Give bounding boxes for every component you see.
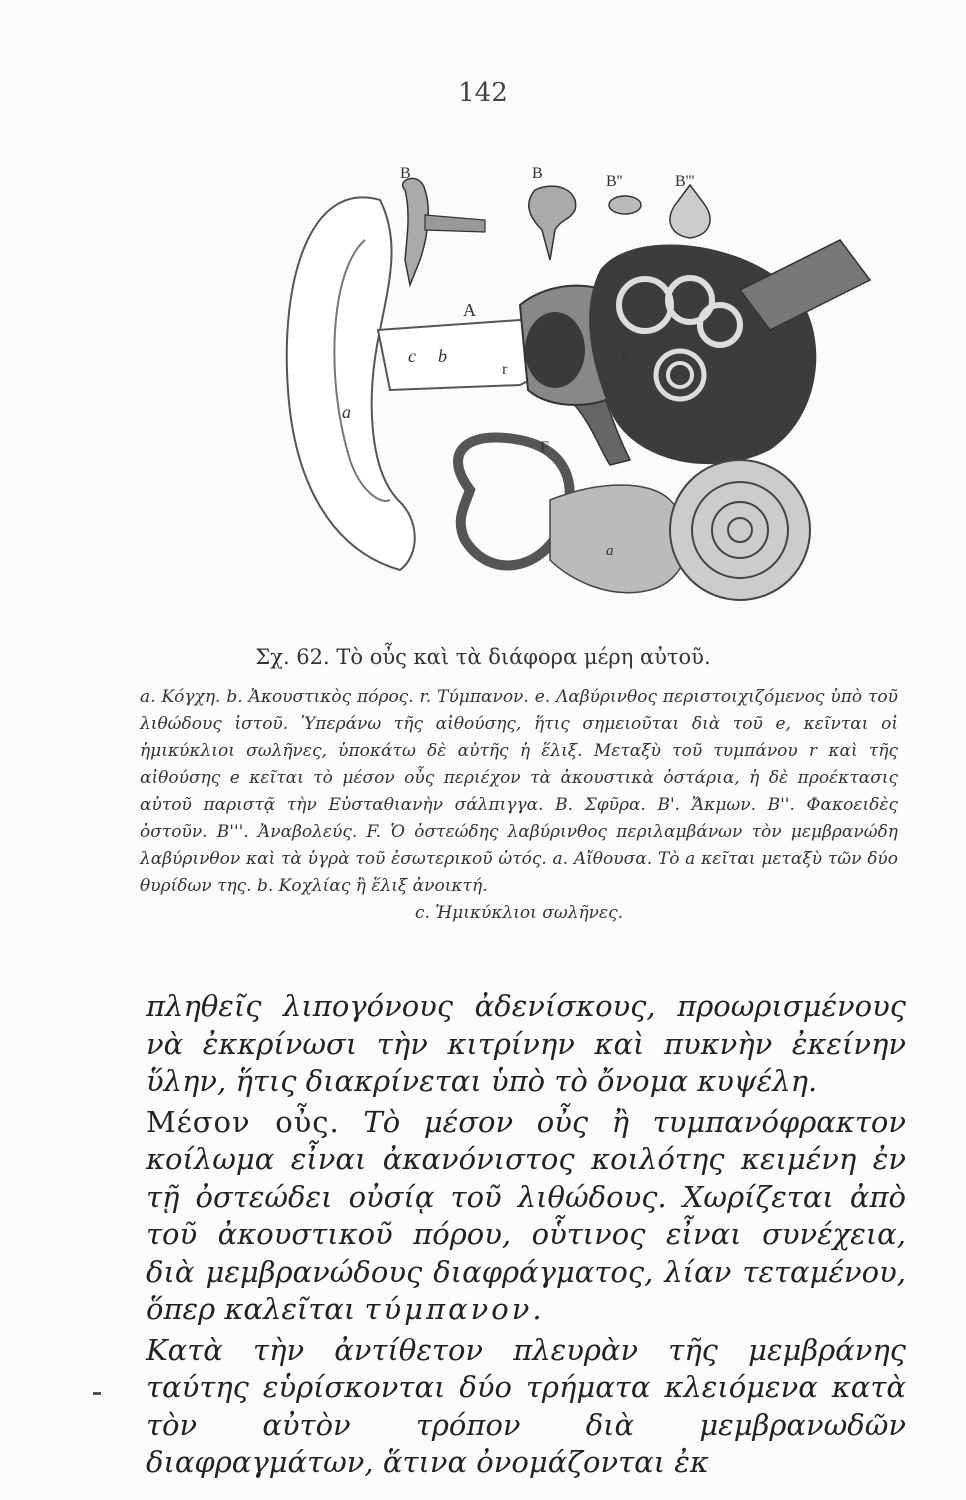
stapes-drawing [670, 185, 710, 238]
label-a-ear: a [342, 402, 351, 422]
ear-anatomy-figure [270, 160, 910, 630]
paragraph-3: Κατὰ τὴν ἀντίθετον πλευρὰν τῆς μεμβράνης ταύτης εὑρίσκονται δύο τρήματα κλειόμενα κατὰ τὸν αὐτὸν τρόπον διὰ μεμβρανωδῶν διαφραγμάτων, ἅτινα ὀνομάζονται ἐκ [146, 1332, 906, 1479]
label-F: F [540, 439, 549, 456]
label-e: e [622, 345, 630, 362]
paragraph-1: πληθεῖς λιπογόνους ἀδενίσκους, προωρισμένους νὰ ἐκκρίνωσι τὴν κιτρίνην καὶ πυκνὴν ἐκείνην ὕλην, ἥτις διακρίνεται ὑπὸ τὸ ὄνομα κυψέλη. [146, 989, 906, 1098]
body-text [146, 988, 906, 1485]
malleus-handle [425, 215, 485, 232]
legend-end: c. Ἡμικύκλιοι σωλῆνες. [414, 903, 624, 923]
figure-caption: Σχ. 62. Τὸ οὖς καὶ τὰ διάφορα μέρη αὐτοῦ. [255, 645, 711, 669]
auditory-canal [378, 310, 540, 390]
incus-drawing [529, 186, 576, 260]
label-r: r [502, 361, 508, 378]
legend-text: a. Κόγχη. b. Ἀκουστικὸς πόρος. r. Τύμπανον. e. Λαβύρινθος περιστοιχιζόμενος ὑπὸ τοῦ λιθώδους ἱστοῦ. Ὑπεράνω τῆς αἰθούσης, ἥτις σημειοῦται διὰ τοῦ e, κεῖνται οἱ ἡμικύκλιοι σωλῆνες, ὑποκάτω δὲ αὐτῆς ἡ ἕλιξ. Μεταξὺ τοῦ τυμπάνου r καὶ τῆς αἰθούσης e κεῖται τὸ μέσον οὖς περιέχον τὰ ἀκουστικὰ ὀστάρια, ἡ δὲ προέκτασις αὐτοῦ παριστᾷ τὴν Εὐσταθιανὴν σάλπιγγα. B. Σφῦρα. B'. Ἄκμων. B''. Φακοειδὲς ὀστοῦν. B'''. Ἀναβολεύς. F. Ὁ ὀστεώδης λαβύρινθος περιλαμβάνων τὸν μεμβρανώδη λαβύρινθον καὶ τὰ ὑγρὰ τοῦ ἐσωτερικοῦ ὠτός. a. Αἴθουσα. Τὸ a κεῖται μεταξὺ τῶν δύο θυρίδων της. b. Κοχλίας ἢ ἕλιξ ἀνοικτή. [140, 687, 898, 896]
lenticular-bone-drawing [609, 196, 641, 214]
label-b: b [438, 346, 447, 366]
section-heading: Μέσον οὖς. [146, 1104, 340, 1139]
term-tympanum: τύμπανον. [364, 1292, 545, 1326]
label-B2: B [532, 165, 543, 182]
paragraph-2 [146, 1104, 906, 1329]
label-a-vestibule: a [606, 543, 614, 559]
tympanic-cavity [525, 312, 585, 388]
label-B4: B''' [675, 173, 695, 190]
bony-labyrinth-body [550, 485, 687, 593]
label-c: c [408, 346, 416, 366]
label-B1: B [400, 165, 411, 182]
label-B3: B'' [606, 173, 623, 190]
label-A: A [463, 300, 476, 320]
page-number: 142 [458, 78, 508, 108]
figure-legend [140, 684, 898, 927]
margin-mark [93, 1392, 101, 1395]
malleus-drawing [403, 178, 429, 285]
paragraph-2-text: Τὸ μέσον οὖς ἢ τυμπανόφρακτον κοίλωμα εἶναι ἀκανόνιστος κοιλότης κειμένη ἐν τῇ ὀστεώδει οὐσίᾳ τοῦ λιθώδους. Χωρίζεται ἀπὸ τοῦ ἀκουστικοῦ πόρου, οὗτινος εἶναι συνέχεια, διὰ μεμβρανώδους διαφράγματος, λίαν τεταμένου, ὅπερ καλεῖται [146, 1104, 907, 1326]
ear-anatomy-illustration [270, 160, 910, 630]
